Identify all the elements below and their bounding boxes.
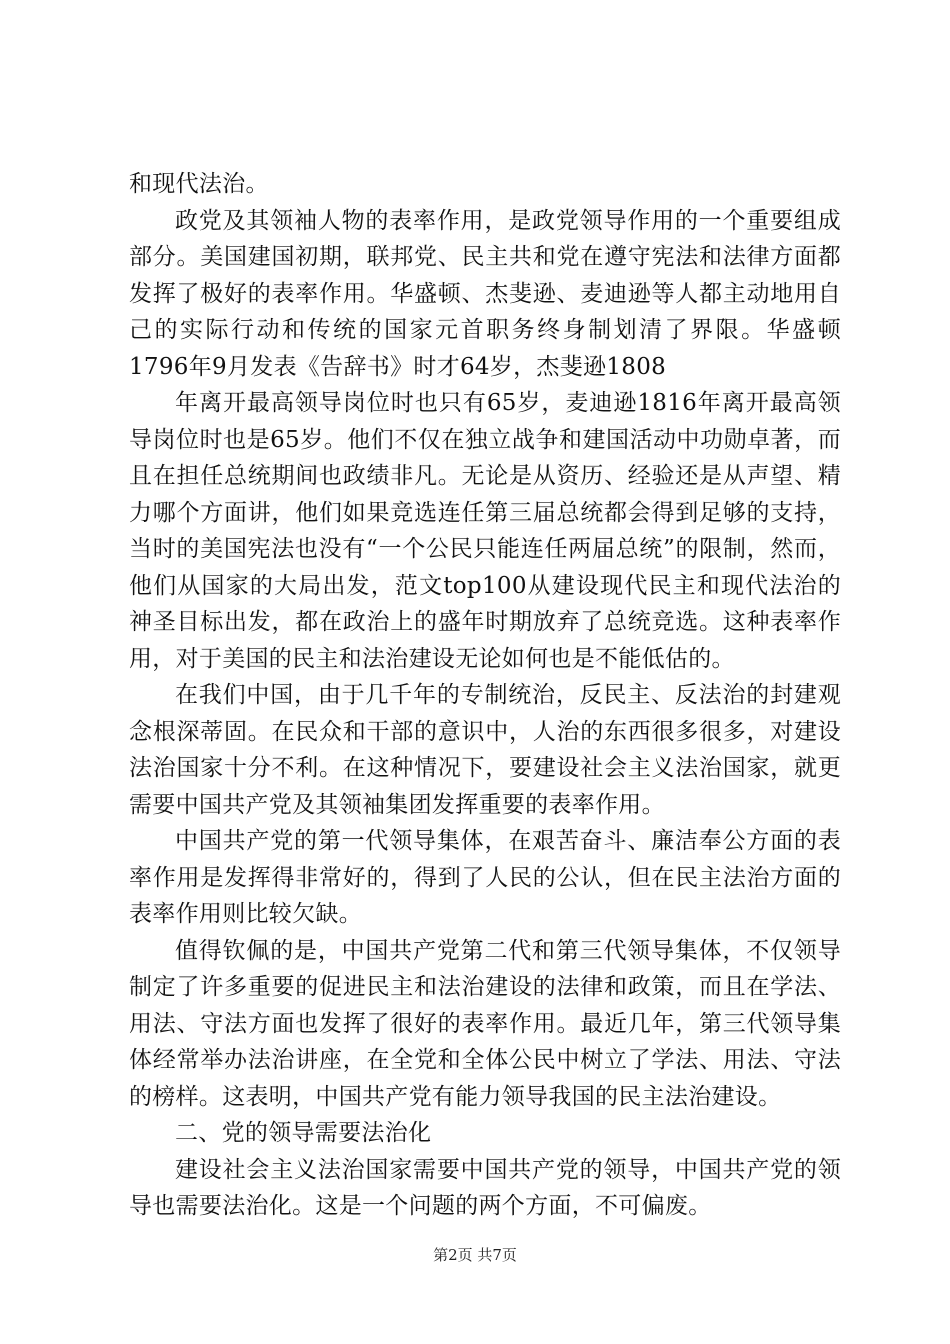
document-body (129, 166, 841, 1225)
paragraph-3: 年离开最高领导岗位时也只有65岁，麦迪逊1816年离开最高领导岗位时也是65岁。他们不仅在独立战争和建国活动中功勋卓著，而且在担任总统期间也政绩非凡。无论是从资历、经验还是从声望、精力哪个方面讲，他们如果竞选连任第三届总统都会得到足够的支持，当时的美国宪法也没有“一个公民只能连任两届总统”的限制，然而，他们从国家的大局出发，范文top100从建设现代民主和现代法治的神圣目标出发，都在政治上的盛年时期放弃了总统竞选。这种表率作用，对于美国的民主和法治建设无论如何也是不能低估的。 (129, 390, 841, 672)
paragraph-5: 中国共产党的第一代领导集体，在艰苦奋斗、廉洁奉公方面的表率作用是发挥得非常好的，得到了人民的公认，但在民主法治方面的表率作用则比较欠缺。 (129, 828, 841, 927)
paragraph-4: 在我们中国，由于几千年的专制统治，反民主、反法治的封建观念根深蒂固。在民众和干部的意识中，人治的东西很多很多，对建设法治国家十分不利。在这种情况下，要建设社会主义法治国家，就更需要中国共产党及其领袖集团发挥重要的表率作用。 (129, 682, 841, 818)
section-heading: 二、党的领导需要法治化 (175, 1120, 432, 1146)
page-footer: 第2页 共7页 (433, 1246, 517, 1264)
paragraph-2: 政党及其领袖人物的表率作用，是政党领导作用的一个重要组成部分。美国建国初期，联邦党、民主共和党在遵守宪法和法律方面都发挥了极好的表率作用。华盛顿、杰斐逊、麦迪逊等人都主动地用自己的实际行动和传统的国家元首职务终身制划清了界限。华盛顿1796年9月发表《告辞书》时才64岁，杰斐逊1808 (129, 207, 841, 380)
paragraph-7: 建设社会主义法治国家需要中国共产党的领导，中国共产党的领导也需要法治化。这是一个问题的两个方面，不可偏废。 (129, 1156, 841, 1219)
paragraph-6: 值得钦佩的是，中国共产党第二代和第三代领导集体，不仅领导制定了许多重要的促进民主和法治建设的法律和政策，而且在学法、用法、守法方面也发挥了很好的表率作用。最近几年，第三代领导集体经常举办法治讲座，在全党和全体公民中树立了学法、用法、守法的榜样。这表明，中国共产党有能力领导我国的民主法治建设。 (129, 937, 841, 1110)
paragraph-1: 和现代法治。 (129, 171, 269, 197)
